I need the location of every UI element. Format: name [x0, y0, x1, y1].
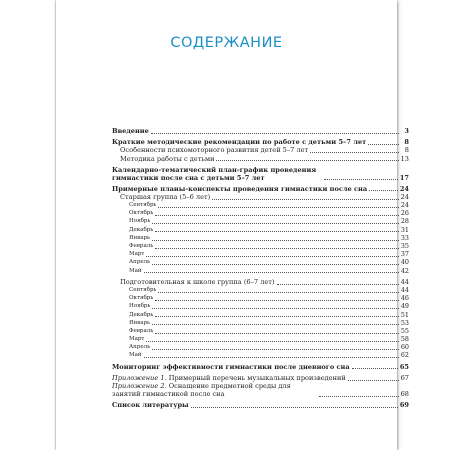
appendix-prefix: Приложение 1. — [112, 373, 167, 382]
toc-label: Ноябрь — [129, 218, 151, 225]
toc-label: Май — [129, 352, 142, 359]
page-title: СОДЕРЖАНИЕ — [170, 35, 283, 51]
toc-label: Январь — [129, 234, 150, 241]
toc-entry-method — [112, 155, 409, 163]
toc-label: Примерный перечень музыкальных произведений — [168, 373, 346, 382]
toc-page: 65 — [399, 362, 409, 371]
toc-label: Список литературы — [112, 401, 189, 410]
senior-months-list — [112, 201, 409, 275]
leader-dots — [212, 192, 398, 199]
toc-page: 53 — [400, 318, 409, 327]
toc-label: Февраль — [129, 243, 154, 250]
toc-entry-intro — [112, 127, 409, 135]
toc-label: Апрель — [129, 259, 151, 266]
toc-page: 62 — [400, 351, 409, 360]
toc-entry-month — [112, 352, 409, 360]
toc-page: 3 — [404, 126, 409, 135]
toc-page: 42 — [400, 266, 409, 275]
toc-page: 24 — [400, 192, 409, 201]
leader-dots — [152, 343, 399, 350]
leader-dots — [158, 201, 398, 208]
toc-entry-literature — [112, 401, 409, 409]
toc-page: 33 — [400, 233, 409, 242]
toc-page: 49 — [400, 302, 409, 311]
toc-entry-appendix-1 — [112, 374, 409, 382]
leader-dots — [319, 389, 399, 396]
toc-page: 68 — [400, 390, 409, 399]
toc-page: 55 — [400, 326, 409, 335]
toc-label: Апрель — [129, 344, 151, 351]
appendix-prefix: Приложение 2. — [112, 382, 167, 391]
toc-label: Краткие методические рекомендации по работе с детьми 5–7 лет — [112, 138, 367, 147]
leader-dots — [155, 310, 399, 317]
toc-page: 40 — [400, 258, 409, 267]
toc-label: Сентябрь — [129, 286, 157, 293]
toc-page: 46 — [400, 294, 409, 303]
leader-dots — [324, 173, 398, 180]
leader-dots — [155, 326, 399, 333]
book-page — [56, 0, 409, 450]
table-of-contents — [112, 124, 409, 409]
leader-dots — [155, 294, 399, 301]
toc-label: Методика работы с детьми — [120, 154, 215, 163]
toc-label: Мониторинг эффективности гимнастики после дневного сна — [112, 362, 350, 371]
toc-page: 67 — [400, 373, 409, 382]
toc-label: Оснащение предметной среды для занятий гимнастикой после сна — [112, 382, 291, 399]
toc-label: Январь — [129, 319, 150, 326]
leader-dots — [310, 146, 399, 153]
prep-months-list — [112, 286, 409, 360]
leader-dots — [144, 351, 399, 358]
leader-dots — [155, 242, 399, 249]
toc-page: 24 — [399, 184, 409, 193]
leader-dots — [146, 250, 398, 257]
toc-page: 37 — [400, 250, 409, 259]
toc-page: 44 — [400, 285, 409, 294]
toc-page: 51 — [400, 310, 409, 319]
toc-entry-calendar — [112, 166, 409, 182]
toc-label: Октябрь — [129, 210, 154, 217]
leader-dots — [369, 184, 398, 191]
toc-label: Ноябрь — [129, 303, 151, 310]
toc-page: 17 — [399, 173, 409, 182]
toc-page: 28 — [400, 217, 409, 226]
leader-dots — [277, 277, 399, 284]
toc-page: 13 — [400, 154, 409, 163]
leader-dots — [151, 127, 399, 134]
toc-label: Подготовительная к школе группа (6–7 лет) — [120, 277, 275, 286]
toc-label: Октябрь — [129, 295, 154, 302]
toc-page: 8 — [404, 138, 409, 147]
leader-dots — [146, 335, 398, 342]
toc-page: 8 — [404, 146, 409, 155]
toc-label: Май — [129, 267, 142, 274]
leader-dots — [348, 373, 399, 380]
toc-label: Март — [129, 336, 145, 343]
leader-dots — [368, 138, 399, 145]
leader-dots — [152, 318, 399, 325]
leader-dots — [152, 217, 398, 224]
toc-page: 60 — [400, 343, 409, 352]
toc-label: Сентябрь — [129, 202, 157, 209]
toc-page: 24 — [400, 201, 409, 210]
leader-dots — [158, 286, 398, 293]
toc-label: Введение — [112, 126, 149, 135]
toc-label: Особенности психомоторного развития детей 5–7 лет — [120, 146, 309, 155]
toc-entry-monitoring — [112, 363, 409, 371]
toc-label: Март — [129, 251, 145, 258]
toc-page: 35 — [400, 242, 409, 251]
toc-page: 26 — [400, 209, 409, 218]
leader-dots — [191, 401, 398, 408]
toc-label: Календарно-тематический план-график проведения гимнастики после сна с детьми 5–7 лет — [112, 165, 317, 182]
toc-label: Старшая группа (5–6 лет) — [120, 192, 211, 201]
leader-dots — [144, 266, 399, 273]
toc-page: 44 — [400, 277, 409, 286]
toc-label: Примерные планы-конспекты проведения гимнастики после сна — [112, 184, 368, 193]
leader-dots — [155, 209, 399, 216]
toc-page: 69 — [399, 401, 409, 410]
toc-label: Декабрь — [129, 226, 154, 233]
toc-label: Декабрь — [129, 311, 154, 318]
toc-page: 31 — [400, 225, 409, 234]
leader-dots — [152, 302, 398, 309]
leader-dots — [152, 233, 399, 240]
toc-entry-appendix-2 — [112, 382, 409, 398]
leader-dots — [352, 362, 398, 369]
toc-page: 58 — [400, 335, 409, 344]
leader-dots — [216, 154, 398, 161]
leader-dots — [155, 225, 399, 232]
toc-label: Февраль — [129, 327, 154, 334]
leader-dots — [152, 258, 399, 265]
toc-entry-month — [112, 267, 409, 275]
